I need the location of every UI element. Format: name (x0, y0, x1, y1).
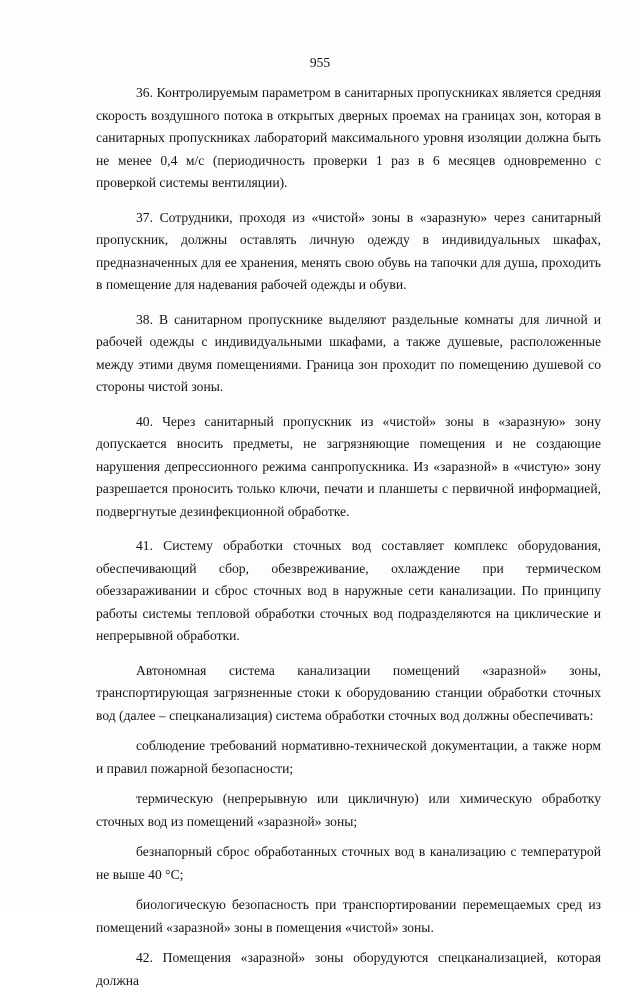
paragraph-sewer-system: Автономная система канализации помещений «заразной» зоны, транспортирующая загрязненные стоки к оборудованию станции обработки сточных вод (далее – спецканализация) система обработки сточных вод должны обеспечивать: (96, 662, 601, 723)
paragraph-36: 36. Контролируемым параметром в санитарных пропускниках является средняя скорость воздушного потока в открытых дверных проемах на границах зон, которая в санитарных пропускниках лабораторий максимального уровня изоляции должна быть не менее 0,4 м/с (периодичность проверки 1 раз в 6 месяцев одновременно с проверкой системы вентиляции). (96, 85, 601, 190)
paragraph-40: 40. Через санитарный пропускник из «чистой» зоны в «заразную» зону допускается вносить предметы, не загрязняющие помещения и не создающие нарушения депрессионного режима санпропускника. Из «заразной» в «чистую» зону разрешается проносить только ключи, печати и планшеты с первичной информацией, подвергнутые дезинфекционной обработке. (96, 413, 601, 519)
list-item-biosafety: биологическую безопасность при транспортировании перемещаемых сред из помещений «заразной» зоны в помещения «чистой» зоны. (96, 897, 601, 935)
document-body (96, 82, 601, 1004)
page-number: 955 (309, 55, 331, 70)
paragraph-41: 41. Систему обработки сточных вод составляет комплекс оборудования, обеспечивающий сбор, обезвреживание, охлаждение при термическом обеззараживании и сброс сточных вод в наружные сети канализации. По принципу работы системы тепловой обработки сточных вод подразделяются на циклические и непрерывной обработки. (96, 538, 601, 643)
list-item-thermal-treatment: термическую (непрерывную или цикличную) или химическую обработку сточных вод из помещений «заразной» зоны; (96, 791, 601, 829)
paragraph-37: 37. Сотрудники, проходя из «чистой» зоны в «заразную» через санитарный пропускник, должны оставлять личную одежду в индивидуальных шкафах, предназначенных для ее хранения, менять свою обувь на тапочки для душа, проходить в помещение для надевания рабочей одежды и обуви. (96, 209, 601, 292)
paragraph-42: 42. Помещения «заразной» зоны оборудуются спецканализацией, которая должна (96, 950, 601, 988)
list-item-compliance: соблюдение требований нормативно-технической документации, а также норм и правил пожарной безопасности; (96, 738, 601, 776)
paragraph-38: 38. В санитарном пропускнике выделяют раздельные комнаты для личной и рабочей одежды с индивидуальными шкафами, а также душевые, расположенные между этими двумя помещениями. Граница зон проходит по помещению душевой со стороны чистой зоны. (96, 311, 601, 394)
list-item-gravity-discharge: безнапорный сброс обработанных сточных вод в канализацию с температурой не выше 40 °С; (96, 844, 601, 882)
